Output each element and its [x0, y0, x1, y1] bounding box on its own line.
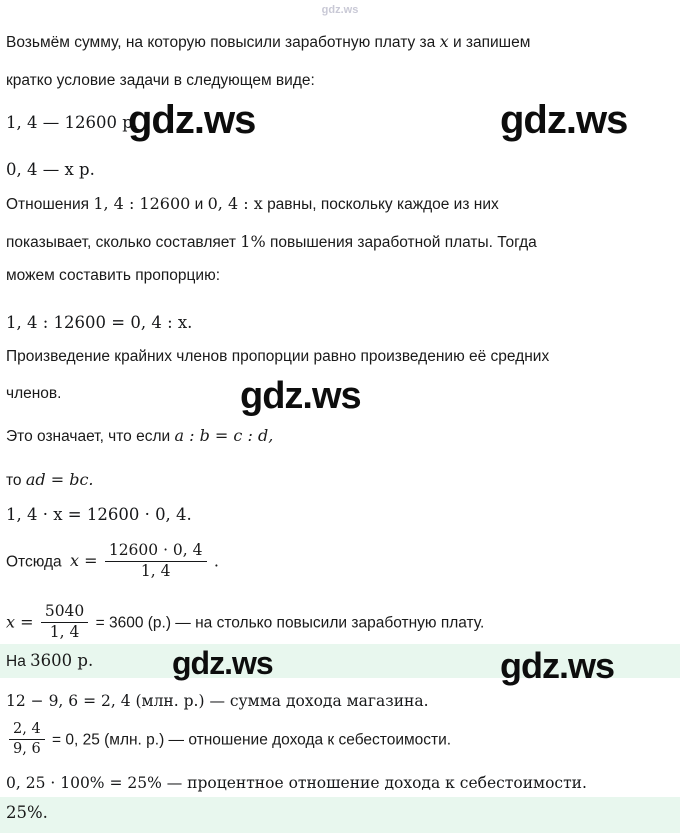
equation-8-row	[6, 722, 451, 758]
watermark-1: gdz.ws	[128, 98, 256, 142]
fraction-12600-04-over-14	[105, 542, 207, 581]
fraction-numerator: 5040	[41, 603, 88, 623]
watermark-2: gdz.ws	[500, 98, 628, 142]
paragraph-4-text-b: повышения заработной платы. Тогда	[269, 234, 537, 251]
answer-line-1	[6, 651, 93, 671]
equation-5-x: x =	[70, 551, 98, 571]
fraction-numerator: 12600 · 0, 4	[105, 542, 207, 562]
equation-9: 0, 25 · 100% = 25% — процентное отношение дохода к себестоимости.	[6, 774, 587, 792]
paragraph-2: кратко условие задачи в следующем виде:	[6, 72, 315, 89]
fraction-denominator: 1, 4	[49, 622, 80, 641]
paragraph-8-text: Это означает, что если	[6, 428, 171, 445]
equation-1: 1, 4 — 12600 р.	[6, 113, 139, 132]
answer-1-value: 3600 р.	[30, 651, 94, 670]
equation-2: 0, 4 — x р.	[6, 160, 95, 179]
paragraph-4-text-a: показывает, сколько составляет	[6, 234, 236, 251]
paragraph-3-math-2: 0, 4 : x	[207, 194, 263, 213]
paragraph-3-text-c: равны, поскольку каждое из них	[267, 196, 499, 213]
paragraph-1-text-a: Возьмём сумму, на которую повысили заработную плату за	[6, 34, 436, 51]
equation-7: 12 − 9, 6 = 2, 4 (млн. р.) — сумма дохода магазина.	[6, 692, 429, 710]
paragraph-8-math: a : b = c : d,	[174, 426, 274, 445]
equation-5-period: .	[213, 551, 219, 571]
watermark-5: gdz.ws	[500, 645, 615, 686]
paragraph-1-math-x: x	[439, 32, 449, 51]
paragraph-3-text-b: и	[194, 196, 204, 213]
fraction-5040-over-14	[41, 603, 88, 642]
paragraph-9-text: то	[6, 472, 22, 489]
paragraph-8	[6, 426, 273, 446]
paragraph-5: можем составить пропорцию:	[6, 267, 221, 284]
answer-highlight-band-1	[0, 644, 680, 678]
equation-3: 1, 4 : 12600 = 0, 4 : x.	[6, 313, 193, 332]
fraction-numerator: 2, 4	[9, 721, 45, 740]
equation-5-label: Отсюда	[6, 553, 62, 571]
paragraph-7: членов.	[6, 385, 62, 402]
paragraph-6: Произведение крайних членов пропорции равно произведению её средних	[6, 348, 550, 365]
fraction-denominator: 1, 4	[140, 561, 171, 580]
equation-6-row	[6, 604, 484, 643]
equation-8-rest: = 0, 25 (млн. р.) — отношение дохода к себестоимости.	[51, 731, 452, 749]
paragraph-9	[6, 470, 94, 490]
paragraph-3-math-1: 1, 4 : 12600	[93, 194, 191, 213]
watermark-4: gdz.ws	[172, 645, 273, 681]
watermark-3: gdz.ws	[240, 375, 361, 417]
answer-1-label: На	[6, 653, 26, 670]
answer-highlight-band-2	[0, 797, 680, 833]
paragraph-1-text-b: и запишем	[452, 34, 531, 51]
paragraph-1	[6, 32, 530, 52]
equation-6-rest: = 3600 (р.) — на столько повысили заработную плату.	[95, 614, 485, 632]
paragraph-9-math: ad = bc.	[25, 470, 94, 489]
fraction-denominator: 9, 6	[13, 740, 41, 757]
paragraph-4-math: 1%	[240, 232, 266, 251]
equation-6-x: x =	[6, 612, 34, 632]
equation-5-row	[6, 543, 219, 582]
paragraph-3-text-a: Отношения	[6, 196, 90, 213]
answer-line-2: 25%.	[6, 803, 48, 822]
equation-4: 1, 4 · x = 12600 · 0, 4.	[6, 505, 192, 524]
paragraph-4	[6, 232, 537, 252]
fraction-24-over-96	[9, 721, 45, 757]
paragraph-3	[6, 194, 499, 214]
top-watermark: gdz.ws	[321, 4, 359, 16]
